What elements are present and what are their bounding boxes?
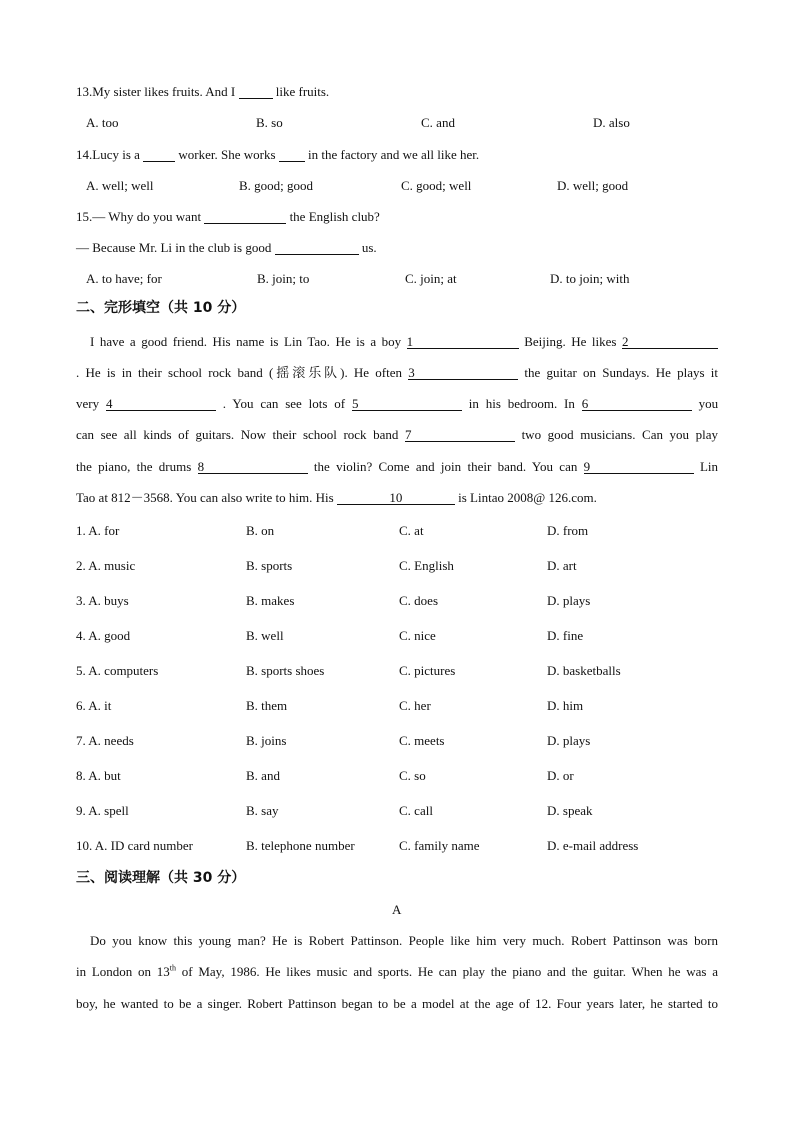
cloze-l4-b: two good musicians. Can you play	[521, 427, 718, 442]
cloze-blank-3: 3	[408, 366, 518, 380]
reading-line-2	[76, 964, 718, 980]
cloze-q5-option-c: C. pictures	[399, 663, 456, 678]
cloze-l6-a: Tao at 812－3568. You can also write to him. His	[76, 490, 334, 505]
cloze-q1-option-b: B. on	[246, 523, 275, 538]
cloze-q1-option-a: 1. A. for	[76, 523, 120, 538]
q15-line2-b: us.	[361, 240, 377, 255]
cloze-q9-option-b: B. say	[246, 803, 279, 818]
section-2-heading: 二、完形填空（共 10 分）	[76, 300, 246, 316]
q14-text-a: 14.Lucy is a	[76, 147, 140, 162]
cloze-q2-option-c: C. English	[399, 558, 454, 573]
cloze-l5-b: the violin? Come and join their band. You can	[313, 459, 578, 474]
cloze-line-3	[76, 396, 718, 412]
cloze-q9-option-d: D. speak	[547, 803, 593, 818]
q14-text-c: in the factory and we all like her.	[308, 147, 480, 162]
q13-option-b: B. so	[256, 115, 283, 130]
q13-text-before: 13.My sister likes fruits. And I	[76, 84, 236, 99]
cloze-l1-a: I have a good friend. His name is Lin Tao. He is a boy	[90, 334, 402, 349]
q15-option-b: B. join; to	[257, 271, 310, 286]
cloze-q7-option-c: C. meets	[399, 733, 445, 748]
cloze-q6-option-d: D. him	[547, 698, 584, 713]
cloze-q10-option-b: B. telephone number	[246, 838, 355, 853]
q14-option-a: A. well; well	[86, 178, 154, 193]
q14-text-b: worker. She works	[178, 147, 276, 162]
q14-blank-2	[279, 148, 305, 162]
cloze-q8-option-b: B. and	[246, 768, 280, 783]
section-3-heading: 三、阅读理解（共 30 分）	[76, 870, 246, 886]
q15-line2-a: — Because Mr. Li in the club is good	[76, 240, 272, 255]
cloze-blank-7: 7	[405, 428, 515, 442]
cloze-q3-option-b: B. makes	[246, 593, 295, 608]
cloze-q5-option-a: 5. A. computers	[76, 663, 159, 678]
cloze-line-2	[76, 365, 718, 381]
cloze-l3-c: in his bedroom. In	[468, 396, 575, 411]
cloze-q4-option-c: C. nice	[399, 628, 436, 643]
cloze-blank-4: 4	[106, 397, 216, 411]
cloze-q10-option-a: 10. A. ID card number	[76, 838, 193, 853]
reading-l2-sup: th	[169, 963, 177, 973]
cloze-q8-option-a: 8. A. but	[76, 768, 121, 783]
cloze-q5-option-d: D. basketballs	[547, 663, 621, 678]
cloze-line-1	[76, 334, 718, 350]
cloze-l3-b: . You can see lots of	[222, 396, 346, 411]
reading-l2-a: in London on 13	[76, 964, 170, 979]
cloze-l2-a: . He is in their school rock band (摇滚乐队). He often	[76, 365, 402, 380]
cloze-l2-b: the guitar on Sundays. He plays it	[524, 365, 719, 380]
reading-l3: boy, he wanted to be a singer. Robert Pattinson began to be a model at the age of 12. Four years later, he started to	[76, 996, 718, 1011]
cloze-q1-option-c: C. at	[399, 523, 424, 538]
cloze-l5-c: Lin	[699, 459, 719, 474]
cloze-blank-5: 5	[352, 397, 462, 411]
cloze-blank-2: 2	[622, 335, 718, 349]
q13-option-c: C. and	[421, 115, 455, 130]
cloze-blank-6: 6	[582, 397, 692, 411]
q13-text-after: like fruits.	[275, 84, 330, 99]
reading-section-label: A	[392, 902, 402, 917]
reading-line-3	[76, 996, 718, 1012]
cloze-q7-option-a: 7. A. needs	[76, 733, 134, 748]
question-14	[76, 147, 479, 163]
q14-option-c: C. good; well	[401, 178, 472, 193]
cloze-q1-option-d: D. from	[547, 523, 589, 538]
cloze-q6-option-b: B. them	[246, 698, 288, 713]
cloze-l3-a: very	[76, 396, 100, 411]
cloze-l1-b: Beijing. He likes	[524, 334, 617, 349]
question-15-line-1	[76, 209, 380, 225]
q13-blank	[239, 85, 273, 99]
q14-blank-1	[143, 148, 175, 162]
cloze-q4-option-a: 4. A. good	[76, 628, 131, 643]
cloze-blank-1: 1	[407, 335, 519, 349]
cloze-blank-8: 8	[198, 460, 308, 474]
cloze-q9-option-a: 9. A. spell	[76, 803, 129, 818]
q15-line1-b: the English club?	[289, 209, 380, 224]
cloze-blank-9: 9	[584, 460, 694, 474]
cloze-blank-10: 10	[337, 491, 455, 505]
cloze-l4-a: can see all kinds of guitars. Now their school rock band	[76, 427, 399, 442]
reading-l1: Do you know this young man? He is Robert Pattinson. People like him very much. Robert Pattinson was born	[90, 933, 718, 948]
cloze-q5-option-b: B. sports shoes	[246, 663, 325, 678]
cloze-q2-option-d: D. art	[547, 558, 577, 573]
cloze-q10-option-d: D. e-mail address	[547, 838, 639, 853]
cloze-q3-option-d: D. plays	[547, 593, 591, 608]
cloze-l5-a: the piano, the drums	[76, 459, 192, 474]
q13-option-d: D. also	[593, 115, 630, 130]
cloze-line-4	[76, 427, 718, 443]
q15-blank-1	[204, 210, 286, 224]
q15-option-d: D. to join; with	[550, 271, 630, 286]
cloze-q7-option-b: B. joins	[246, 733, 287, 748]
cloze-q8-option-d: D. or	[547, 768, 574, 783]
cloze-q4-option-d: D. fine	[547, 628, 584, 643]
reading-line-1	[76, 933, 718, 949]
cloze-l3-d: you	[698, 396, 719, 411]
cloze-q7-option-d: D. plays	[547, 733, 591, 748]
question-15-line-2	[76, 240, 377, 256]
q15-blank-2	[275, 241, 359, 255]
cloze-q6-option-a: 6. A. it	[76, 698, 112, 713]
reading-l2-b: of May, 1986. He likes music and sports. He can play the piano and the guitar. When he was a	[176, 964, 718, 979]
cloze-q8-option-c: C. so	[399, 768, 426, 783]
cloze-line-6	[76, 490, 597, 506]
cloze-q9-option-c: C. call	[399, 803, 433, 818]
q14-option-b: B. good; good	[239, 178, 314, 193]
cloze-q3-option-c: C. does	[399, 593, 438, 608]
cloze-q10-option-c: C. family name	[399, 838, 480, 853]
q15-option-a: A. to have; for	[86, 271, 162, 286]
q14-option-d: D. well; good	[557, 178, 629, 193]
cloze-line-5	[76, 459, 718, 475]
q13-option-a: A. too	[86, 115, 119, 130]
cloze-q2-option-b: B. sports	[246, 558, 293, 573]
q15-line1-a: 15.— Why do you want	[76, 209, 202, 224]
cloze-q4-option-b: B. well	[246, 628, 284, 643]
cloze-q6-option-c: C. her	[399, 698, 431, 713]
cloze-q2-option-a: 2. A. music	[76, 558, 136, 573]
question-13	[76, 84, 329, 100]
cloze-q3-option-a: 3. A. buys	[76, 593, 129, 608]
q15-option-c: C. join; at	[405, 271, 457, 286]
cloze-l6-b: is Lintao 2008@ 126.com.	[458, 490, 597, 505]
